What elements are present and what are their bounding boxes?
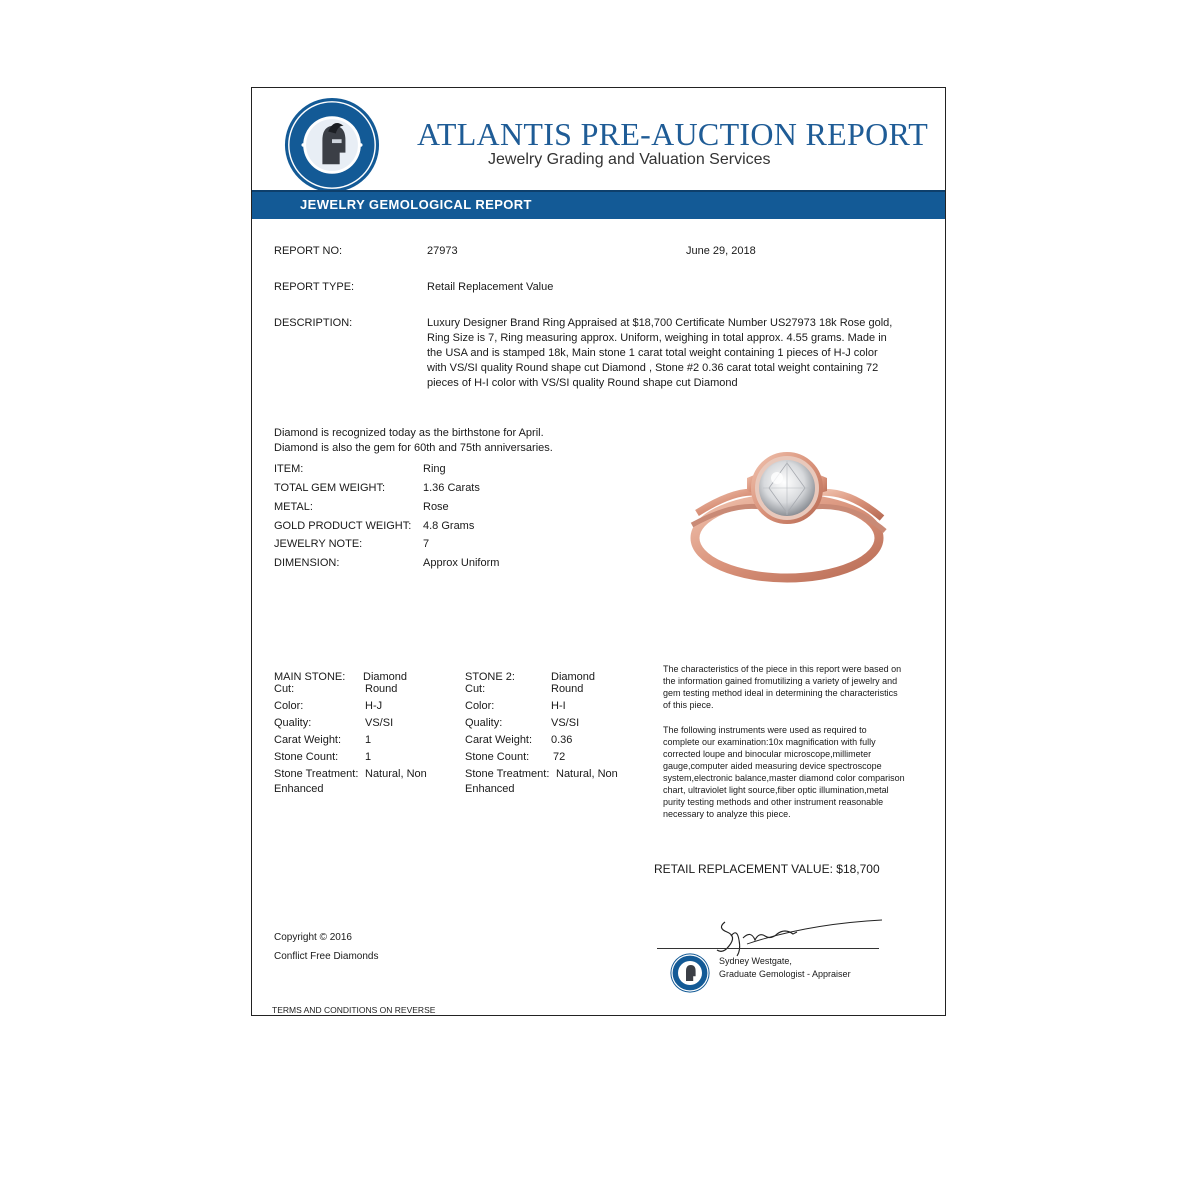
description-line: pieces of H-I color with VS/SI quality Round shape cut Diamond <box>427 377 738 389</box>
report-title: ATLANTIS PRE-AUCTION REPORT <box>417 116 929 152</box>
appraiser-signature <box>707 910 887 960</box>
detail-value: Rose <box>423 501 449 513</box>
main-stone-treatment: Natural, Non <box>365 768 427 780</box>
stone2-label: STONE 2: <box>465 671 515 683</box>
note-line: The following instruments were used as required to <box>663 725 867 735</box>
main-stone-treatment-label: Stone Treatment: <box>274 768 359 780</box>
description-label: DESCRIPTION: <box>274 317 353 329</box>
instruments-note <box>663 724 905 820</box>
note-line: necessary to analyze this piece. <box>663 809 791 819</box>
stone2-treatment-label: Stone Treatment: <box>465 768 550 780</box>
description-text <box>427 316 897 391</box>
stone2-color-label: Color: <box>465 700 495 712</box>
detail-value: Approx Uniform <box>423 557 500 569</box>
banner-label: JEWELRY GEMOLOGICAL REPORT <box>300 197 532 212</box>
detail-label: TOTAL GEM WEIGHT: <box>274 482 386 494</box>
stone2-treatment: Natural, Non <box>556 768 618 780</box>
main-stone-cut: Round <box>365 683 398 695</box>
stone2-cut: Round <box>551 683 584 695</box>
main-stone-count: 1 <box>365 751 372 763</box>
main-stone-treatment-cont: Enhanced <box>274 783 324 795</box>
stone2-carat: 0.36 <box>551 734 573 746</box>
anniversary-line: Diamond is also the gem for 60th and 75th anniversaries. <box>274 442 553 454</box>
main-stone-color-label: Color: <box>274 700 304 712</box>
main-stone-carat: 1 <box>365 734 372 746</box>
note-line: chart, ultraviolet light source,fiber optic illumination,metal <box>663 785 889 795</box>
note-line: purity testing methods and other instrument reasonable <box>663 797 884 807</box>
stone2-color: H-I <box>551 700 566 712</box>
description-line: Luxury Designer Brand Ring Appraised at $18,700 Certificate Number US27973 18k Rose gold, <box>427 317 893 329</box>
note-line: gauge,computer aided measuring device spectroscope <box>663 761 882 771</box>
appraisal-report-page <box>251 87 946 1016</box>
description-line: the USA and is stamped 18k, Main stone 1 carat total weight containing 1 pieces of H-J color <box>427 347 878 359</box>
stone2-count: 72 <box>553 751 566 763</box>
detail-label: JEWELRY NOTE: <box>274 538 363 550</box>
atlantis-logo <box>284 97 380 193</box>
detail-value: 7 <box>423 538 430 550</box>
main-stone-cut-label: Cut: <box>274 683 295 695</box>
report-type-label: REPORT TYPE: <box>274 281 355 293</box>
note-line: the information gained fromutilizing a variety of jewelry and <box>663 676 898 686</box>
note-line: gem testing method ideal in determining the characteristics <box>663 688 898 698</box>
detail-label: GOLD PRODUCT WEIGHT: <box>274 520 412 532</box>
detail-label: ITEM: <box>274 463 304 475</box>
ring-image <box>677 433 897 593</box>
stone2-carat-label: Carat Weight: <box>465 734 533 746</box>
main-stone-count-label: Stone Count: <box>274 751 339 763</box>
main-stone-quality-label: Quality: <box>274 717 312 729</box>
report-subtitle: Jewelry Grading and Valuation Services <box>488 151 771 168</box>
stone2-type: Diamond <box>551 671 596 683</box>
terms-note: TERMS AND CONDITIONS ON REVERSE <box>272 1005 436 1015</box>
note-line: complete our examination:10x magnification with fully <box>663 737 876 747</box>
stone2-cut-label: Cut: <box>465 683 486 695</box>
stone2-quality: VS/SI <box>551 717 580 729</box>
detail-value: 1.36 Carats <box>423 482 480 494</box>
main-stone-carat-label: Carat Weight: <box>274 734 342 746</box>
main-stone-label: MAIN STONE: <box>274 671 346 683</box>
birthstone-line: Diamond is recognized today as the birthstone for April. <box>274 427 544 439</box>
main-stone-quality: VS/SI <box>365 717 394 729</box>
section-banner <box>252 190 945 219</box>
retail-value: RETAIL REPLACEMENT VALUE: $18,700 <box>654 862 880 876</box>
appraiser-name: Sydney Westgate, <box>719 956 792 966</box>
note-line: The characteristics of the piece in this report were based on <box>663 664 902 674</box>
conflict-free-note: Conflict Free Diamonds <box>274 951 379 962</box>
detail-value: 4.8 Grams <box>423 520 475 532</box>
signature-line <box>657 948 879 949</box>
main-stone-type: Diamond <box>363 671 408 683</box>
appraiser-block <box>719 955 851 981</box>
stone2-quality-label: Quality: <box>465 717 503 729</box>
stone2-count-label: Stone Count: <box>465 751 530 763</box>
detail-label: METAL: <box>274 501 313 513</box>
copyright: Copyright © 2016 <box>274 932 352 943</box>
note-line: corrected loupe and binocular microscope,millimeter <box>663 749 872 759</box>
report-no-value: 27973 <box>427 245 458 257</box>
note-line: of this piece. <box>663 700 714 710</box>
main-stone-color: H-J <box>365 700 383 712</box>
report-date: June 29, 2018 <box>686 245 756 257</box>
appraiser-title: Graduate Gemologist - Appraiser <box>719 969 851 979</box>
methodology-note <box>663 663 901 711</box>
detail-value: Ring <box>423 463 446 475</box>
report-type-value: Retail Replacement Value <box>427 281 554 293</box>
note-line: system,electronic balance,master diamond color comparison <box>663 773 905 783</box>
description-line: with VS/SI quality Round shape cut Diamond , Stone #2 0.36 carat total weight containing 72 <box>427 362 879 374</box>
detail-label: DIMENSION: <box>274 557 340 569</box>
atlantis-seal-icon <box>670 953 710 993</box>
stone2-treatment-cont: Enhanced <box>465 783 515 795</box>
report-no-label: REPORT NO: <box>274 245 343 257</box>
description-line: Ring Size is 7, Ring measuring approx. Uniform, weighing in total approx. 4.55 grams. Made in <box>427 332 887 344</box>
